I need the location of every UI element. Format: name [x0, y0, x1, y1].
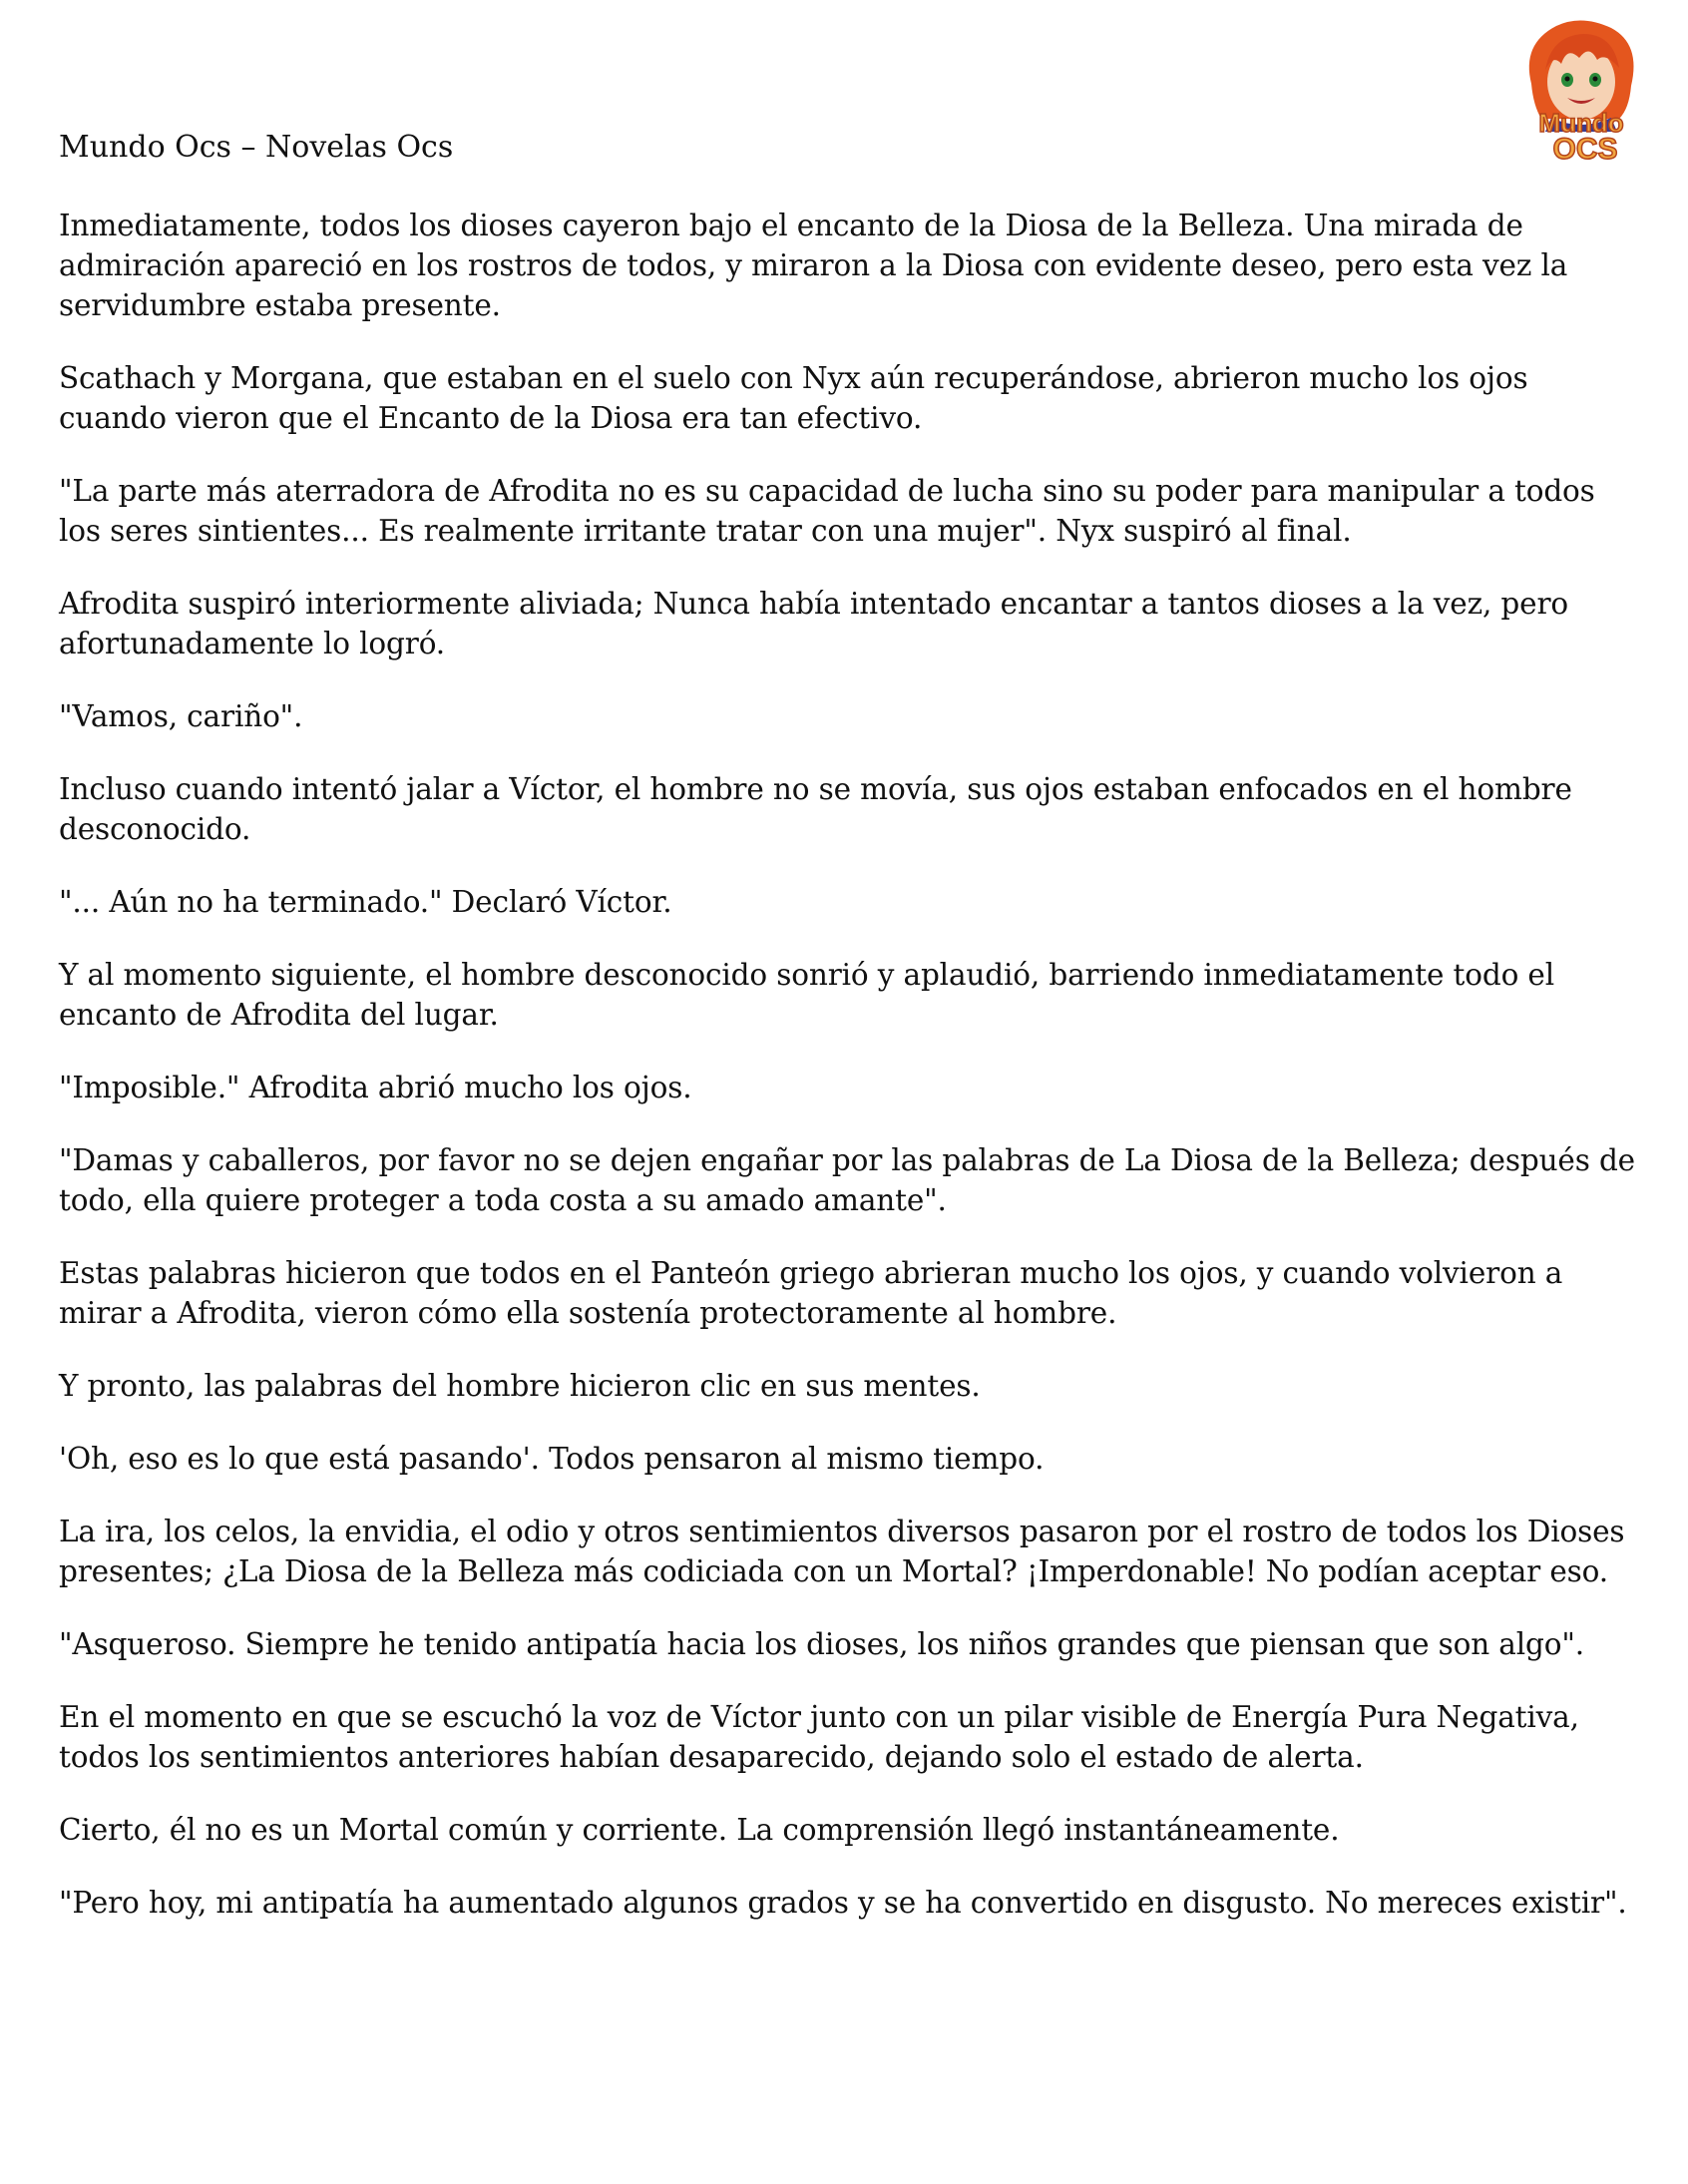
paragraph: Inmediatamente, todos los dioses cayeron bajo el encanto de la Diosa de la Belleza. Una mirada de admiración apareció en los rostros de todos, y miraron a la Diosa con evidente deseo, pero esta vez la servidumbre estaba presente. [59, 209, 1568, 322]
paragraph: "Vamos, cariño". [59, 699, 303, 733]
paragraph: Y pronto, las palabras del hombre hicieron clic en sus mentes. [59, 1369, 981, 1403]
mascot-icon [1501, 14, 1661, 174]
paragraph: "Imposible." Afrodita abrió mucho los ojos. [59, 1071, 692, 1104]
paragraph: "La parte más aterradora de Afrodita no es su capacidad de lucha sino su poder para manipular a todos los seres sintientes... Es realmente irritante tratar con una mujer". Nyx suspiró al final. [59, 474, 1595, 548]
paragraph: "Asqueroso. Siempre he tenido antipatía hacia los dioses, los niños grandes que piensan que son algo". [59, 1627, 1584, 1661]
paragraph: En el momento en que se escuchó la voz de Víctor junto con un pilar visible de Energía Pura Negativa, todos los sentimientos anteriores habían desaparecido, dejando solo el estado de alerta. [59, 1700, 1579, 1774]
paragraph: La ira, los celos, la envidia, el odio y otros sentimientos diversos pasaron por el rostro de todos los Dioses presentes; ¿La Diosa de la Belleza más codiciada con un Mortal? ¡Imperdonable! No podían aceptar eso. [59, 1515, 1625, 1588]
paragraph: 'Oh, eso es lo que está pasando'. Todos pensaron al mismo tiempo. [59, 1442, 1045, 1476]
paragraph: Estas palabras hicieron que todos en el Panteón griego abrieran mucho los ojos, y cuando volvieron a mirar a Afrodita, vieron cómo ella sostenía protectoramente al hombre. [59, 1256, 1563, 1330]
logo-text-line2: OCS [1552, 133, 1618, 166]
paragraph: Scathach y Morgana, que estaban en el suelo con Nyx aún recuperándose, abrieron mucho los ojos cuando vieron que el Encanto de la Diosa era tan efectivo. [59, 361, 1528, 435]
paragraph: "Damas y caballeros, por favor no se dejen engañar por las palabras de La Diosa de la Belleza; después de todo, ella quiere proteger a toda costa a su amado amante". [59, 1143, 1635, 1217]
paragraph: "Pero hoy, mi antipatía ha aumentado algunos grados y se ha convertido en disgusto. No mereces existir". [59, 1886, 1627, 1920]
paragraph: Incluso cuando intentó jalar a Víctor, el hombre no se movía, sus ojos estaban enfocados en el hombre desconocido. [59, 772, 1572, 846]
document-body [59, 206, 1635, 1956]
logo-text-line1: Mundo [1538, 108, 1624, 138]
paragraph: Afrodita suspiró interiormente aliviada; Nunca había intentado encantar a tantos dioses a la vez, pero afortunadamente lo logró. [59, 587, 1569, 660]
paragraph: "... Aún no ha terminado." Declaró Víctor. [59, 885, 672, 919]
paragraph: Y al momento siguiente, el hombre desconocido sonrió y aplaudió, barriendo inmediatamente todo el encanto de Afrodita del lugar. [59, 958, 1554, 1032]
mundo-ocs-logo [1501, 14, 1661, 174]
document-header: Mundo Ocs – Novelas Ocs [59, 130, 454, 165]
paragraph: Cierto, él no es un Mortal común y corriente. La comprensión llegó instantáneamente. [59, 1813, 1340, 1847]
